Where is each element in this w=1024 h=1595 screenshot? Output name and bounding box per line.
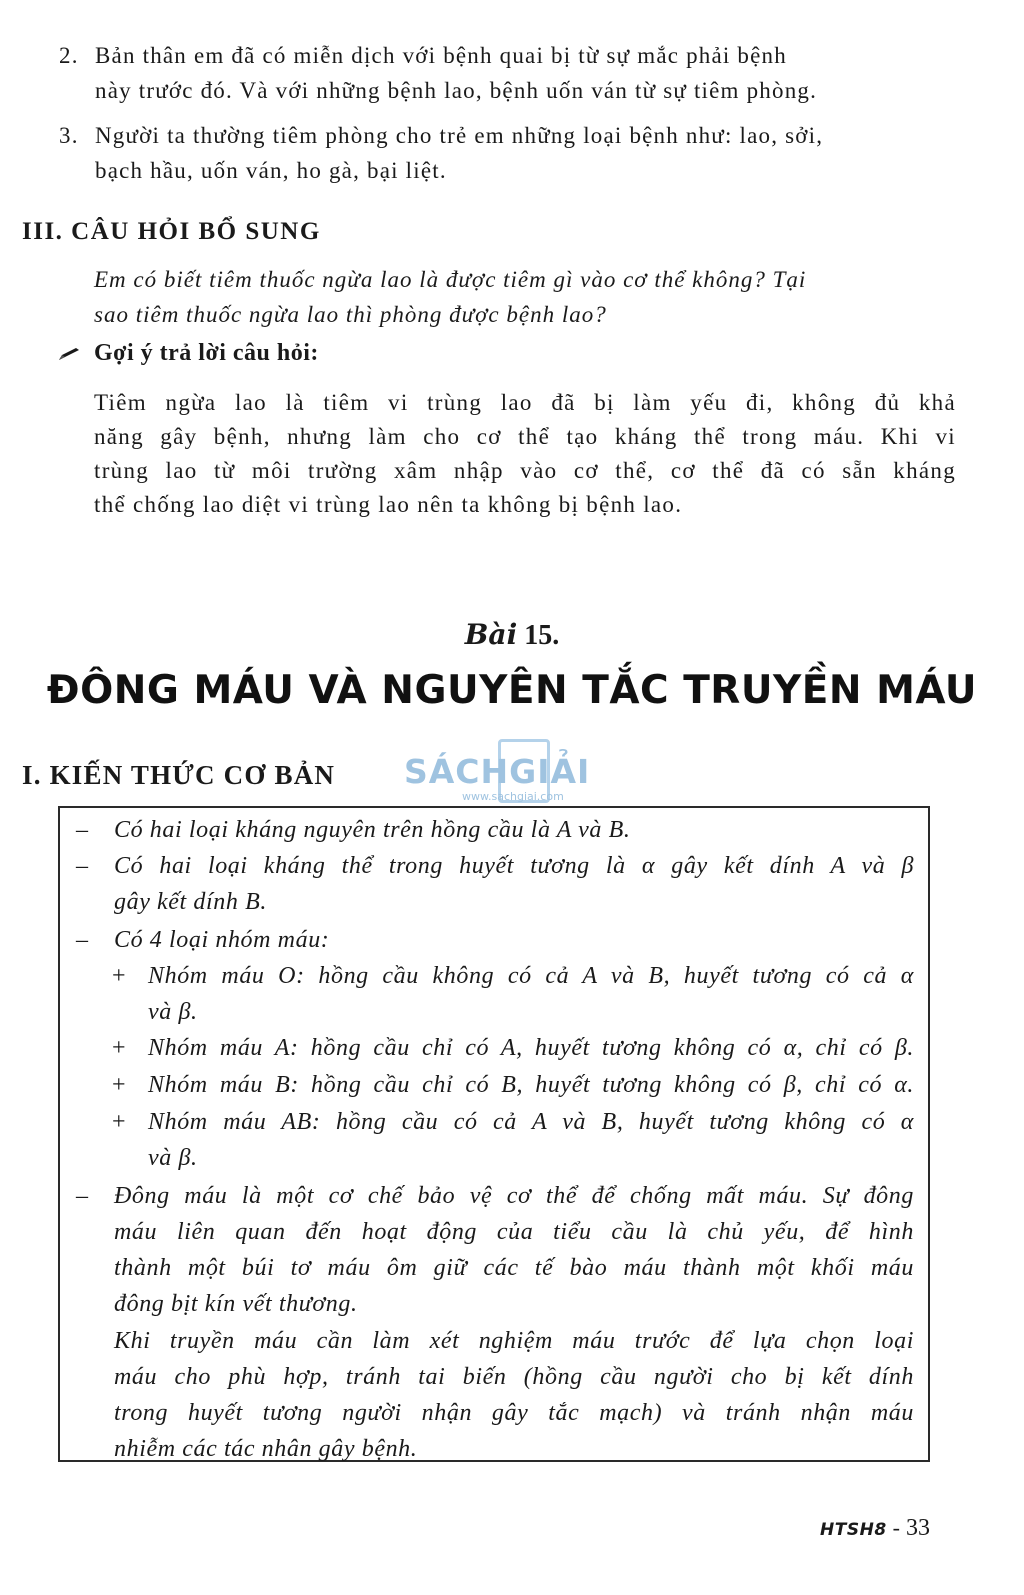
text-line: thành một búi tơ máu ôm giữ các tế bào máu thành một khối máu [114,1255,914,1281]
text-line: Có hai loại kháng nguyên trên hồng cầu là A và B. [114,817,631,843]
text-line: năng gây bệnh, nhưng làm cho cơ thể tạo kháng thể trong máu. Khi vi [94,424,956,449]
text-line: Có 4 loại nhóm máu: [114,927,330,953]
text-line: nhiễm các tác nhân gây bệnh. [114,1436,418,1462]
plus-bullet: + [112,1035,127,1061]
text-line: Nhóm máu B: hồng cầu chỉ có B, huyết tương không có β, chỉ có α. [148,1072,914,1098]
plus-bullet: + [112,1072,127,1098]
text-line: Tiêm ngừa lao là tiêm vi trùng lao đã bị làm yếu đi, không đủ khả [94,390,956,415]
text-line: Em có biết tiêm thuốc ngừa lao là được tiêm gì vào cơ thể không? Tại [94,267,807,292]
watermark-box [498,739,550,803]
pencil-icon [58,347,80,361]
plus-bullet: + [112,963,127,989]
watermark [404,738,614,808]
text-line: gây kết dính B. [114,889,267,915]
lesson-number [0,618,1024,652]
dash-bullet: – [76,1183,89,1209]
watermark-text: SÁCHGIẢI [404,752,591,791]
answer-number: 3. [59,123,79,148]
text-line: và β. [148,1145,198,1171]
hint-heading [58,340,319,367]
watermark-url: www.sachgiai.com [462,790,564,803]
answer-item [55,38,955,108]
text-line: trong huyết tương người nhận gây tắc mạch) và tránh nhận máu [114,1400,914,1426]
text-line: Nhóm máu AB: hồng cầu có cả A và B, huyết tương không có α [148,1109,914,1135]
footer-separator: - [892,1515,900,1540]
book-code: HTSH8 [820,1520,887,1540]
answer-text [95,118,955,188]
section-heading-supplementary: III. CÂU HỎI BỔ SUNG [22,218,321,245]
text-line: máu cho phù hợp, tránh tai biến (hồng cầu người cho bị kết dính [114,1364,914,1390]
hint-label: Gợi ý trả lời câu hỏi: [94,340,319,366]
text-line: bạch hầu, uốn ván, ho gà, bại liệt. [95,158,447,183]
text-line: Nhóm máu O: hồng cầu không có cả A và B, huyết tương có cả α [148,963,914,989]
lesson-number-value: 15. [524,620,560,651]
section-heading-basic-knowledge: I. KIẾN THỨC CƠ BẢN [22,760,336,790]
text-line: đông bịt kín vết thương. [114,1291,358,1317]
text-line: máu liên quan đến hoạt động của tiểu cầu là chủ yếu, để hình [114,1219,914,1245]
text-line: Khi truyền máu cần làm xét nghiệm máu trước để lựa chọn loại [114,1328,914,1354]
dash-bullet: – [76,817,89,843]
lesson-title: ĐÔNG MÁU VÀ NGUYÊN TẮC TRUYỀN MÁU [46,668,978,713]
page-number: 33 [906,1515,930,1541]
text-line: và β. [148,999,198,1025]
text-line: sao tiêm thuốc ngừa lao thì phòng được bệnh lao? [94,302,607,327]
text-line: này trước đó. Và với những bệnh lao, bệnh uốn ván từ sự tiêm phòng. [95,78,818,103]
page-footer [820,1515,930,1542]
supplementary-question [94,262,956,332]
lesson-word: Bài [464,618,518,651]
text-line: Có hai loại kháng thể trong huyết tương là α gây kết dính A và β [114,853,914,879]
dash-bullet: – [76,853,89,879]
text-line: Đông máu là một cơ chế bảo vệ cơ thể để chống mất máu. Sự đông [114,1183,914,1209]
text-line: trùng lao từ môi trường xâm nhập vào cơ thể, cơ thể đã có sẵn kháng [94,458,956,483]
text-line: Người ta thường tiêm phòng cho trẻ em những loại bệnh như: lao, sởi, [95,123,824,148]
plus-bullet: + [112,1109,127,1135]
text-line: Nhóm máu A: hồng cầu chỉ có A, huyết tương không có α, chỉ có β. [148,1035,914,1061]
text-line: Bản thân em đã có miễn dịch với bệnh quai bị từ sự mắc phải bệnh [95,43,787,68]
answer-text [95,38,955,108]
answer-item [55,118,955,188]
dash-bullet: – [76,927,89,953]
answer-number: 2. [59,43,79,68]
knowledge-box [58,806,930,1462]
text-line: thể chống lao diệt vi trùng lao nên ta không bị bệnh lao. [94,492,683,517]
hint-answer [94,386,956,522]
